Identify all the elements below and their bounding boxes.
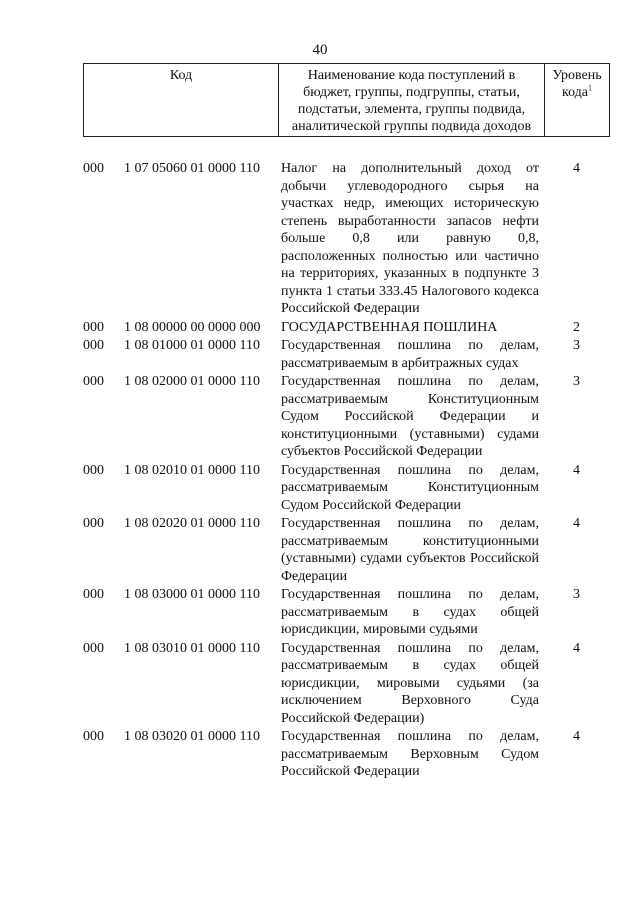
code-level: 2 <box>573 319 580 335</box>
table-row <box>83 640 610 728</box>
code-level: 4 <box>573 516 580 531</box>
code-level: 4 <box>573 640 580 656</box>
header-name <box>278 64 544 136</box>
revenue-name: ГОСУДАРСТВЕННАЯ ПОШЛИНА <box>281 319 498 335</box>
revenue-name: Государственная пошлина по делам, рассматриваемым конституционными (уставными) судами субъектов Российской Федерации <box>281 516 539 584</box>
admin-code: 000 <box>83 374 104 389</box>
page-number: 40 <box>312 42 328 58</box>
revenue-name: Государственная пошлина по делам, рассматриваемым в судах общей юрисдикции, мировыми судьями <box>281 587 539 637</box>
header-code-label: Код <box>169 68 193 83</box>
revenue-code: 1 08 02000 01 0000 110 <box>124 374 260 389</box>
code-level: 4 <box>573 729 580 744</box>
header-level <box>544 64 609 136</box>
revenue-code: 1 08 03020 01 0000 110 <box>124 729 260 744</box>
admin-code: 000 <box>83 161 104 176</box>
table-row <box>83 728 610 781</box>
revenue-code: 1 08 02010 01 0000 110 <box>124 462 260 478</box>
admin-code: 000 <box>83 587 104 602</box>
revenue-name: Государственная пошлина по делам, рассматриваемым Конституционным Судом Российской Федерации <box>281 462 539 513</box>
table-row <box>83 586 610 639</box>
admin-code: 000 <box>83 516 104 531</box>
revenue-name: Государственная пошлина по делам, рассматриваемым в арбитражных судах <box>281 338 539 371</box>
admin-code: 000 <box>83 462 104 478</box>
admin-code: 000 <box>83 640 104 656</box>
table-row <box>83 160 610 318</box>
admin-code: 000 <box>83 319 104 335</box>
table-row <box>83 337 610 372</box>
revenue-name: Государственная пошлина по делам, рассматриваемым Верховным Судом Российской Федерации <box>281 729 539 779</box>
header-name-label: Наименование кода поступлений в бюджет, группы, подгруппы, статьи, подстатьи, элемента, группы подвида, аналитической группы подвида доходов <box>291 68 532 134</box>
revenue-code: 1 08 03010 01 0000 110 <box>124 640 260 656</box>
table-row <box>83 319 610 337</box>
table-row <box>83 462 610 515</box>
header-code <box>84 64 278 136</box>
revenue-name: Налог на дополнительный доход от добычи углеводородного сырья на участках недр, имеющих историческую степень выработанности запасов нефти больше 0,8 или равную 0,8, расположенных полностью или частично на территориях, указанных в подпункте 3 пункта 1 статьи 333.45 Налогового кодекса Российской Федерации <box>281 161 539 316</box>
revenue-code: 1 08 00000 00 0000 000 <box>124 319 261 335</box>
admin-code: 000 <box>83 729 104 744</box>
revenue-code: 1 07 05060 01 0000 110 <box>124 161 260 176</box>
code-level: 4 <box>573 462 580 478</box>
header-level-label: Уровень кода <box>552 68 602 100</box>
header-level-footnote: 1 <box>588 83 593 93</box>
revenue-name: Государственная пошлина по делам, рассматриваемым в судах общей юрисдикции, мировыми судьями (за исключением Верховного Суда Российской Федерации) <box>281 640 539 726</box>
table-body <box>83 160 610 782</box>
revenue-code: 1 08 01000 01 0000 110 <box>124 338 260 353</box>
table-row <box>83 373 610 461</box>
revenue-name: Государственная пошлина по делам, рассматриваемым Конституционным Судом Российской Федерации и конституционными (уставными) судами субъектов Российской Федерации <box>281 374 539 459</box>
code-level: 4 <box>573 161 580 176</box>
revenue-code: 1 08 02020 01 0000 110 <box>124 516 260 531</box>
code-level: 3 <box>573 338 580 353</box>
code-level: 3 <box>573 374 580 389</box>
revenue-code: 1 08 03000 01 0000 110 <box>124 587 260 602</box>
table-header <box>83 63 610 137</box>
table-row <box>83 515 610 585</box>
admin-code: 000 <box>83 338 104 353</box>
code-level: 3 <box>573 587 580 602</box>
